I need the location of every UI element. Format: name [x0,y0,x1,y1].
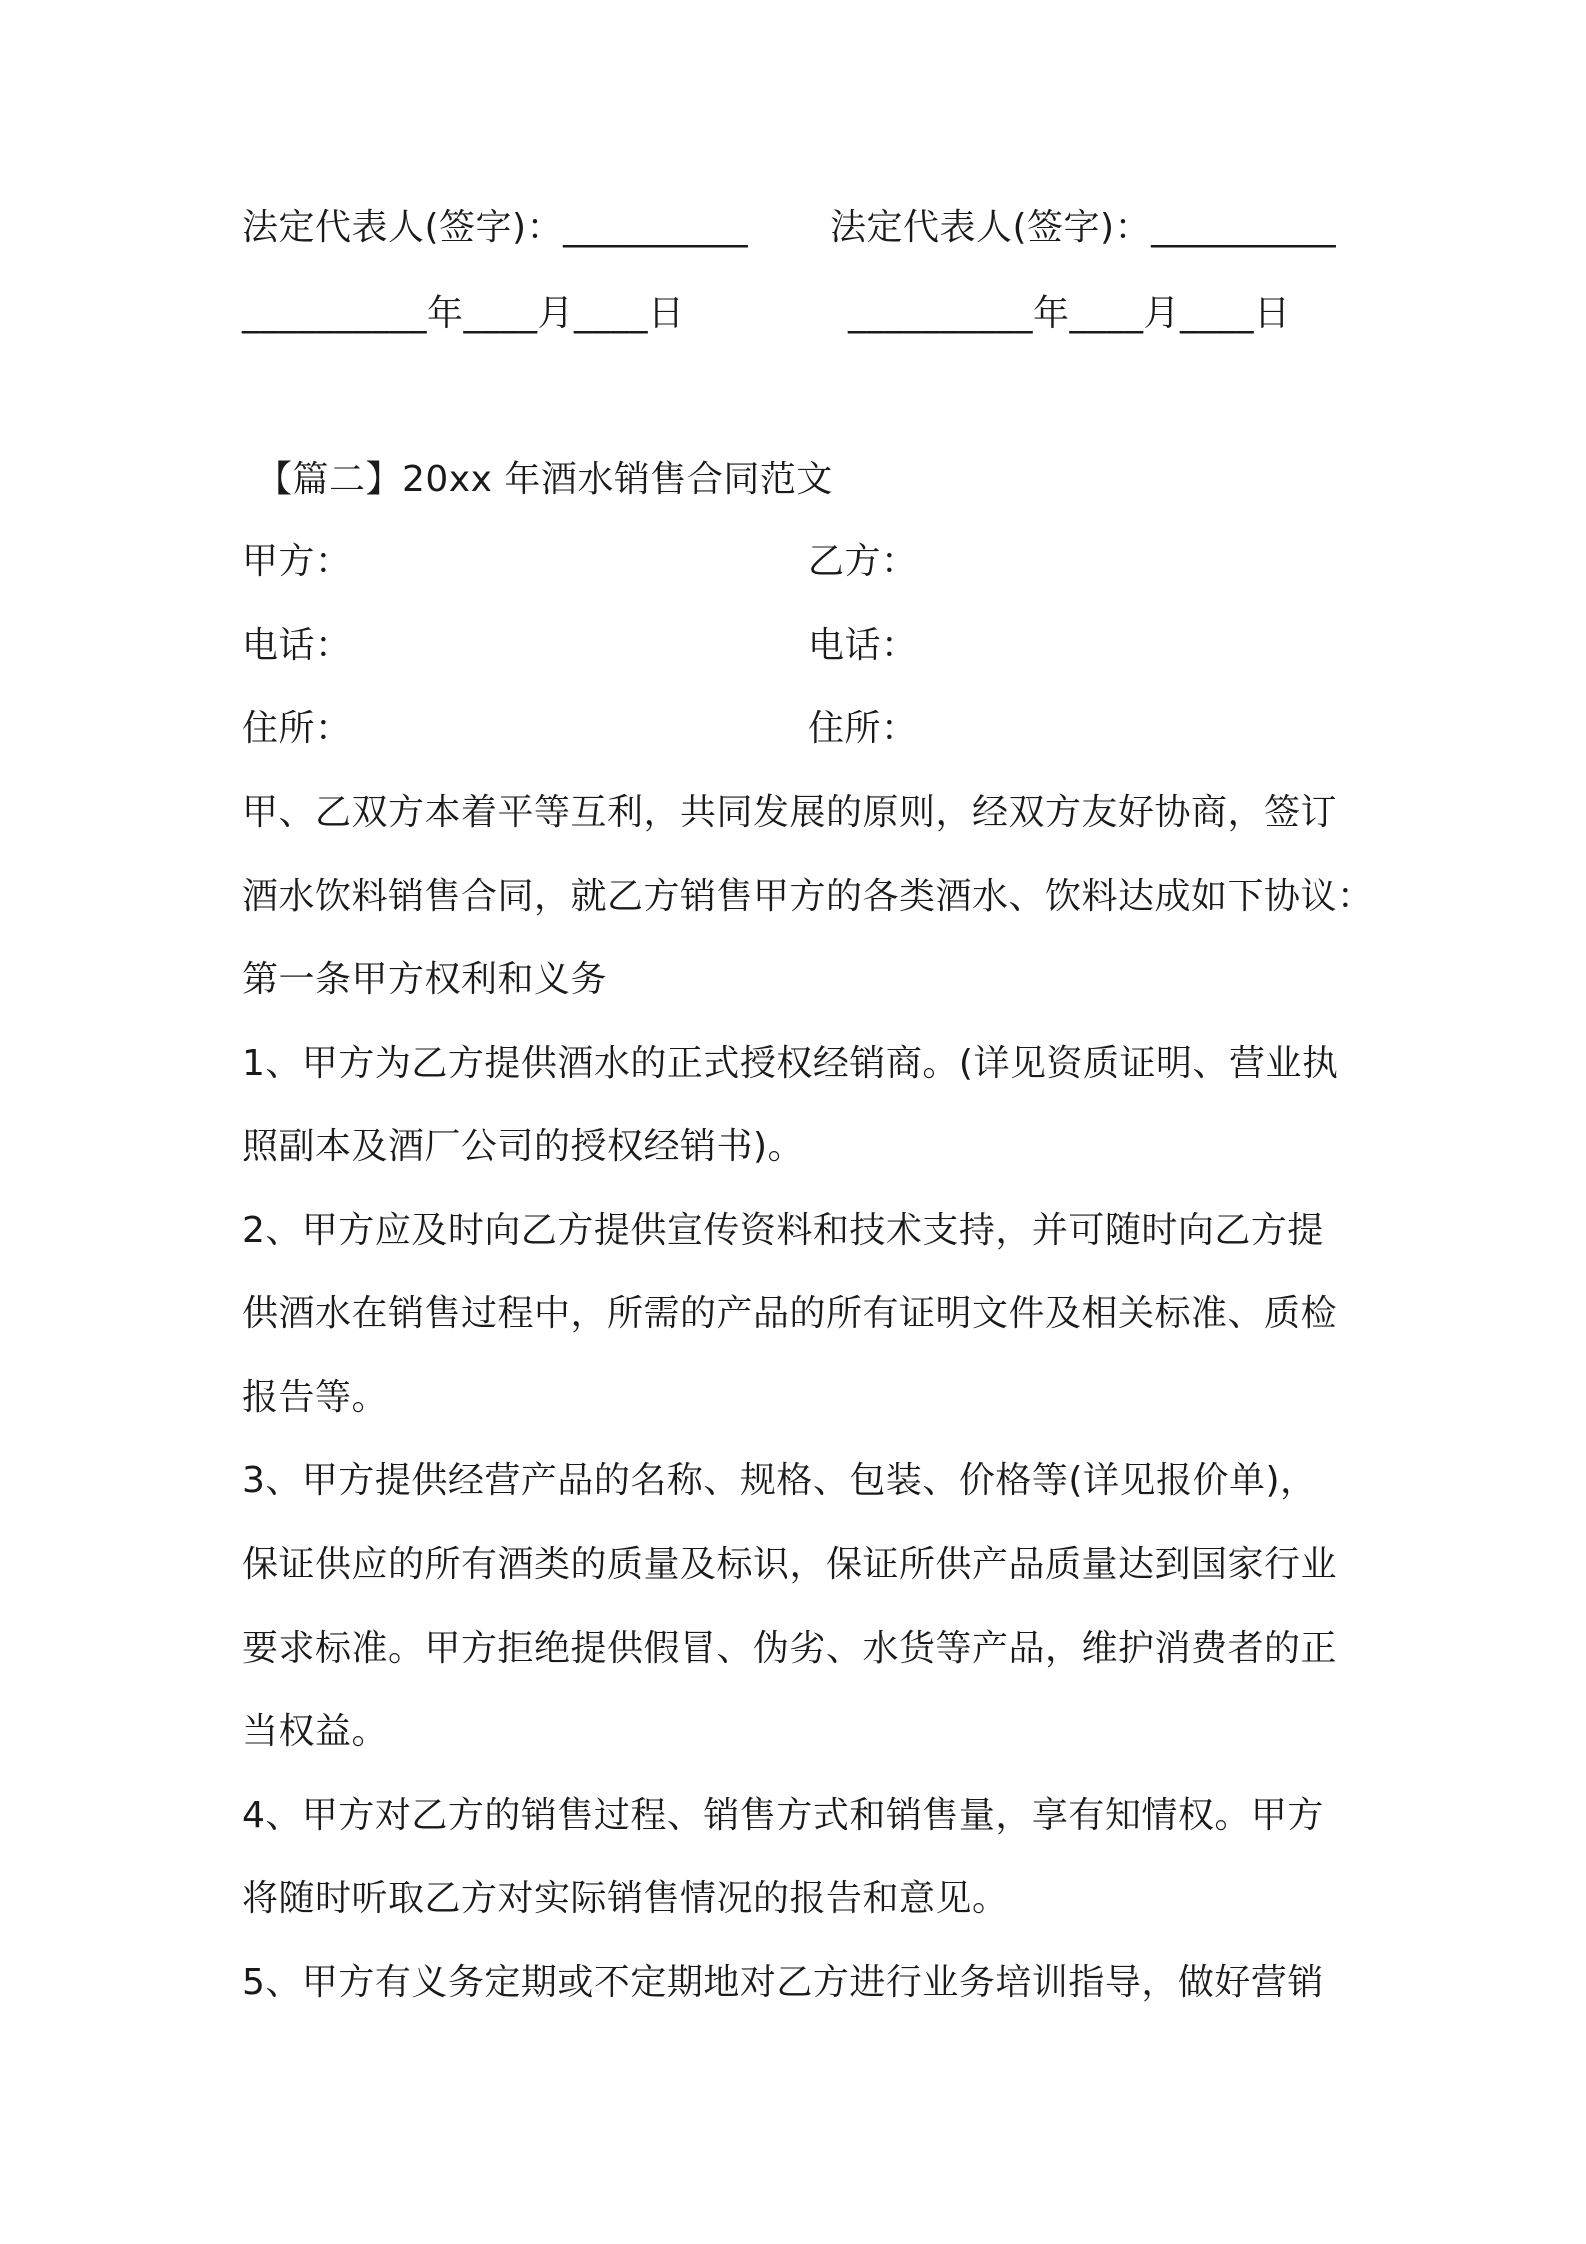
address-b-label: 住所： [808,708,918,749]
body-line: 酒水饮料销售合同，就乙方销售甲方的各类酒水、饮料达成如下协议： [242,876,1374,917]
signature-row [242,204,1337,252]
body-line: 4、甲方对乙方的销售过程、销售方式和销售量，享有知情权。甲方 [242,1795,1324,1836]
body-line: 供酒水在销售过程中，所需的产品的所有证明文件及相关标准、质检 [242,1293,1338,1334]
phone-b-label: 电话： [808,625,918,666]
address-row [242,705,918,753]
body-line: 1、甲方为乙方提供酒水的正式授权经销商。(详见资质证明、营业执 [242,1043,1339,1084]
body-line: 保证供应的所有酒类的质量及标识，保证所供产品质量达到国家行业 [242,1544,1338,1585]
left-signature-label: 法定代表人(签字)：__________ [242,207,749,248]
body-line: 要求标准。甲方拒绝提供假冒、伪劣、水货等产品，维护消费者的正 [242,1628,1338,1669]
body-line: 当权益。 [242,1711,389,1752]
body-line: 甲、乙双方本着平等互利，共同发展的原则，经双方友好协商，签订 [242,792,1338,833]
date-row [242,290,1291,338]
party-b-label: 乙方： [808,541,918,582]
party-row [242,538,918,586]
address-a-label: 住所： [242,708,352,749]
right-date-line: __________年____月____日 [848,293,1291,334]
body-line: 报告等。 [242,1377,389,1418]
left-date-line: __________年____月____日 [242,293,685,334]
phone-row [242,622,918,670]
party-a-label: 甲方： [242,541,352,582]
body-line: 将随时听取乙方对实际销售情况的报告和意见。 [242,1878,1009,1919]
right-signature-label: 法定代表人(签字)：__________ [830,207,1337,248]
body-line: 2、甲方应及时向乙方提供宣传资料和技术支持，并可随时向乙方提 [242,1210,1324,1251]
section-title: 【篇二】20xx 年酒水销售合同范文 [256,459,833,500]
clause-heading: 第一条甲方权利和义务 [242,959,608,1000]
body-line: 3、甲方提供经营产品的名称、规格、包装、价格等(详见报价单)， [242,1460,1317,1501]
body-line: 照副本及酒厂公司的授权经销书)。 [242,1126,805,1167]
body-line: 5、甲方有义务定期或不定期地对乙方进行业务培训指导，做好营销 [242,1962,1324,2003]
phone-a-label: 电话： [242,625,352,666]
